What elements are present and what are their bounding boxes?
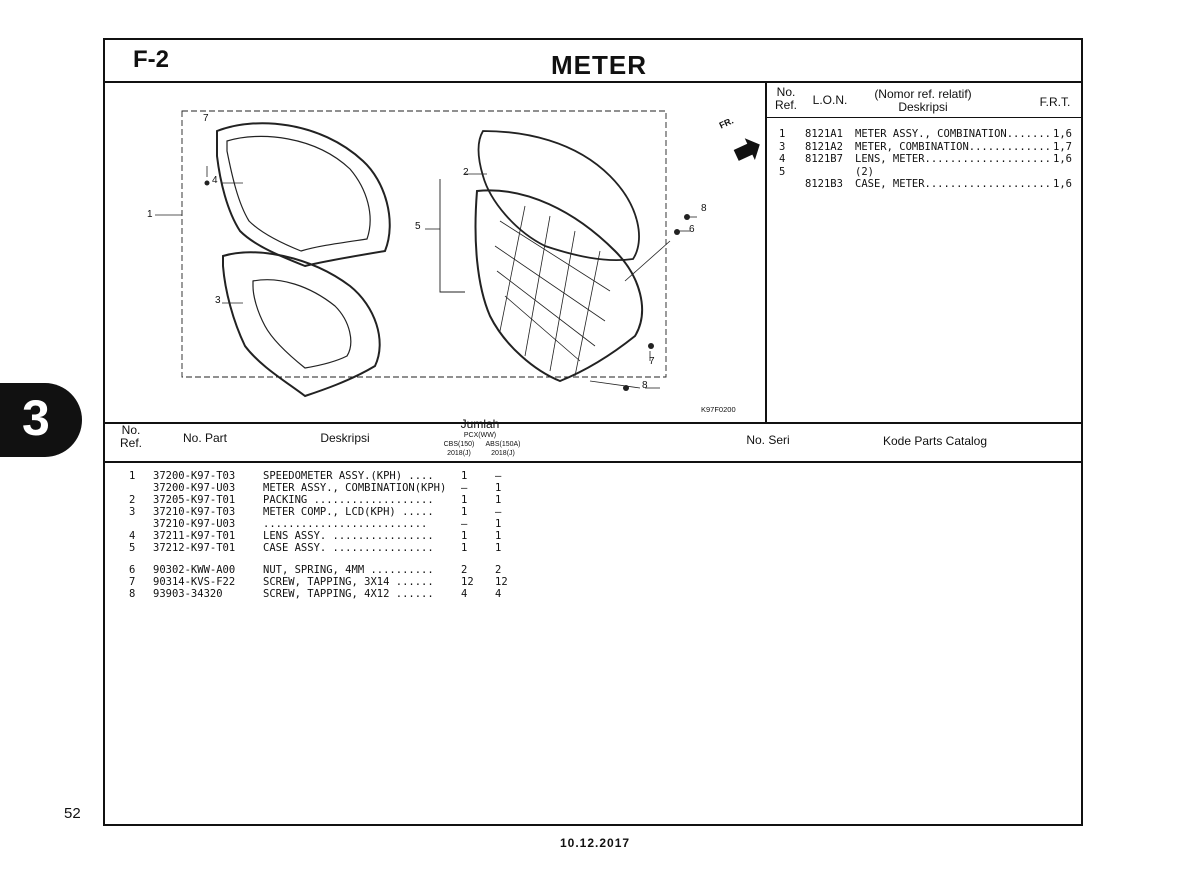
part-number: 37205-K97-T01 bbox=[153, 494, 236, 506]
callout-label: 7 bbox=[203, 113, 209, 124]
qty-cbs: 1 bbox=[461, 470, 468, 482]
part-number: 37210-K97-U03 bbox=[153, 518, 236, 530]
part-ref: 6 bbox=[129, 564, 136, 576]
section-code: F-2 bbox=[133, 46, 169, 73]
packing-outline bbox=[479, 131, 640, 260]
rel-desc: METER, COMBINATION............. bbox=[855, 140, 1051, 153]
part-ref: 2 bbox=[129, 494, 136, 506]
part-ref: 8 bbox=[129, 588, 136, 600]
qty-cbs: 2 bbox=[461, 564, 468, 576]
qty-abs: 1 bbox=[495, 542, 502, 554]
front-direction-label: FR. bbox=[717, 115, 735, 131]
rel-header-divider bbox=[766, 117, 1081, 118]
qty-cbs: 1 bbox=[461, 506, 468, 518]
rel-desc: LENS, METER.................... bbox=[855, 153, 1051, 165]
part-desc: NUT, SPRING, 4MM .......... bbox=[263, 564, 434, 576]
meter-exploded-diagram bbox=[105, 81, 765, 422]
table-row bbox=[105, 576, 625, 588]
relative-table-row bbox=[769, 178, 1079, 190]
rel-lon: 8121A1 bbox=[805, 128, 843, 140]
part-number: 37200-K97-T03 bbox=[153, 470, 236, 482]
parts-header-col1: CBS(150) bbox=[443, 441, 475, 448]
table-row bbox=[105, 542, 625, 554]
parts-header-year1: 2018(J) bbox=[447, 450, 471, 457]
rel-ref: 3 bbox=[779, 140, 786, 153]
table-row bbox=[105, 588, 625, 600]
part-desc: SPEEDOMETER ASSY.(KPH) .... bbox=[263, 470, 434, 482]
qty-cbs: 12 bbox=[461, 576, 474, 588]
part-number: 90314-KVS-F22 bbox=[153, 576, 236, 588]
part-number: 37211-K97-T01 bbox=[153, 530, 236, 542]
rel-frt: 1,6 bbox=[1053, 153, 1072, 165]
rel-lon: 8121A2 bbox=[805, 140, 843, 153]
callout-label: 3 bbox=[215, 295, 221, 306]
front-arrow-icon bbox=[731, 134, 765, 167]
part-desc: SCREW, TAPPING, 4X12 ...... bbox=[263, 588, 434, 600]
relative-table-row bbox=[769, 166, 1079, 178]
chapter-tab-label: 3 bbox=[22, 390, 50, 446]
qty-abs: 1 bbox=[495, 530, 502, 542]
parts-header-jumlah: Jumlah bbox=[460, 417, 500, 431]
rel-ref: 1 bbox=[779, 128, 786, 140]
part-ref: 1 bbox=[129, 470, 136, 482]
qty-abs: 1 bbox=[495, 494, 502, 506]
qty-abs: – bbox=[495, 470, 502, 482]
table-row bbox=[105, 494, 625, 506]
qty-abs: 4 bbox=[495, 588, 502, 600]
parts-header-year2: 2018(J) bbox=[491, 450, 515, 457]
relative-table-row bbox=[769, 128, 1079, 140]
parts-header-no-part: No. Part bbox=[182, 431, 227, 445]
parts-header-top bbox=[105, 422, 1081, 424]
part-number: 37210-K97-T03 bbox=[153, 506, 236, 518]
relative-table-row bbox=[769, 141, 1079, 153]
rel-frt: 1,6 bbox=[1053, 128, 1072, 140]
part-ref: 7 bbox=[129, 576, 136, 588]
part-desc: METER ASSY., COMBINATION(KPH) bbox=[263, 482, 447, 494]
qty-cbs: – bbox=[461, 518, 468, 530]
callout-label: 4 bbox=[212, 175, 218, 186]
part-ref: 4 bbox=[129, 530, 136, 542]
qty-cbs: 1 bbox=[461, 530, 468, 542]
page-title: METER bbox=[551, 50, 647, 80]
part-number: 93903-34320 bbox=[153, 588, 223, 600]
meter-cover-outline bbox=[223, 252, 380, 396]
parts-header-model: PCX(WW) bbox=[463, 432, 497, 439]
rel-ref: 4 bbox=[779, 153, 786, 165]
rel-header-desc: (Nomor ref. relatif) Deskripsi bbox=[874, 87, 972, 114]
part-number: 37212-K97-T01 bbox=[153, 542, 236, 554]
qty-cbs: – bbox=[461, 482, 468, 494]
part-desc: LENS ASSY. ................ bbox=[263, 530, 434, 542]
part-desc: METER COMP., LCD(KPH) ..... bbox=[263, 506, 434, 518]
callout-label: 1 bbox=[147, 209, 153, 220]
figure-code: K97F0200 bbox=[701, 405, 736, 414]
part-number: 37200-K97-U03 bbox=[153, 482, 236, 494]
qty-abs: 1 bbox=[495, 518, 502, 530]
print-date: 10.12.2017 bbox=[560, 836, 631, 850]
callout-label: 6 bbox=[689, 224, 695, 235]
qty-abs: – bbox=[495, 506, 502, 518]
parts-header-desc: Deskripsi bbox=[320, 431, 370, 445]
parts-header-col2: ABS(150A) bbox=[485, 441, 521, 448]
rel-lon: 8121B7 bbox=[805, 153, 843, 165]
rel-desc: CASE, METER.................... bbox=[855, 178, 1051, 190]
rel-header-lon: L.O.N. bbox=[812, 93, 848, 107]
rel-desc: (2) bbox=[855, 165, 874, 178]
table-row bbox=[105, 564, 625, 576]
parts-header-kode: Kode Parts Catalog bbox=[882, 434, 988, 448]
rel-header-frt: F.R.T. bbox=[1039, 95, 1071, 109]
chapter-tab bbox=[0, 383, 82, 457]
rel-lon: 8121B3 bbox=[805, 178, 843, 190]
part-desc: SCREW, TAPPING, 3X14 ...... bbox=[263, 576, 434, 588]
page-frame bbox=[103, 38, 1083, 826]
page-number: 52 bbox=[64, 805, 81, 822]
rel-header-no-ref: No. Ref. bbox=[774, 85, 797, 112]
callout-label: 5 bbox=[415, 221, 421, 232]
part-desc: PACKING ................... bbox=[263, 494, 434, 506]
rel-frt: 1,6 bbox=[1053, 178, 1072, 190]
rel-frt: 1,7 bbox=[1053, 140, 1072, 153]
callout-label: 7 bbox=[649, 356, 655, 367]
rel-ref: 5 bbox=[779, 165, 786, 178]
part-number: 90302-KWW-A00 bbox=[153, 564, 236, 576]
table-row bbox=[105, 530, 625, 542]
part-ref: 5 bbox=[129, 542, 136, 554]
rel-desc: METER ASSY., COMBINATION....... bbox=[855, 128, 1051, 140]
qty-cbs: 1 bbox=[461, 494, 468, 506]
callout-label: 8 bbox=[642, 380, 648, 391]
qty-cbs: 4 bbox=[461, 588, 468, 600]
parts-header-no-ref: No. Ref. bbox=[119, 423, 142, 450]
relative-table-row bbox=[769, 153, 1079, 165]
table-row bbox=[105, 482, 625, 494]
parts-header-no-seri: No. Seri bbox=[746, 433, 790, 447]
callout-label: 2 bbox=[463, 167, 469, 178]
meter-assy-outline bbox=[217, 123, 390, 266]
qty-abs: 1 bbox=[495, 482, 502, 494]
case-outline bbox=[476, 190, 643, 381]
callout-label: 8 bbox=[701, 203, 707, 214]
table-row bbox=[105, 518, 625, 530]
part-desc: .......................... bbox=[263, 518, 428, 530]
qty-abs: 12 bbox=[495, 576, 508, 588]
part-ref: 3 bbox=[129, 506, 136, 518]
qty-abs: 2 bbox=[495, 564, 502, 576]
part-desc: CASE ASSY. ................ bbox=[263, 542, 434, 554]
figure-divider bbox=[765, 81, 767, 422]
table-row bbox=[105, 506, 625, 518]
parts-header-bottom bbox=[105, 461, 1081, 463]
table-row bbox=[105, 470, 625, 482]
qty-cbs: 1 bbox=[461, 542, 468, 554]
